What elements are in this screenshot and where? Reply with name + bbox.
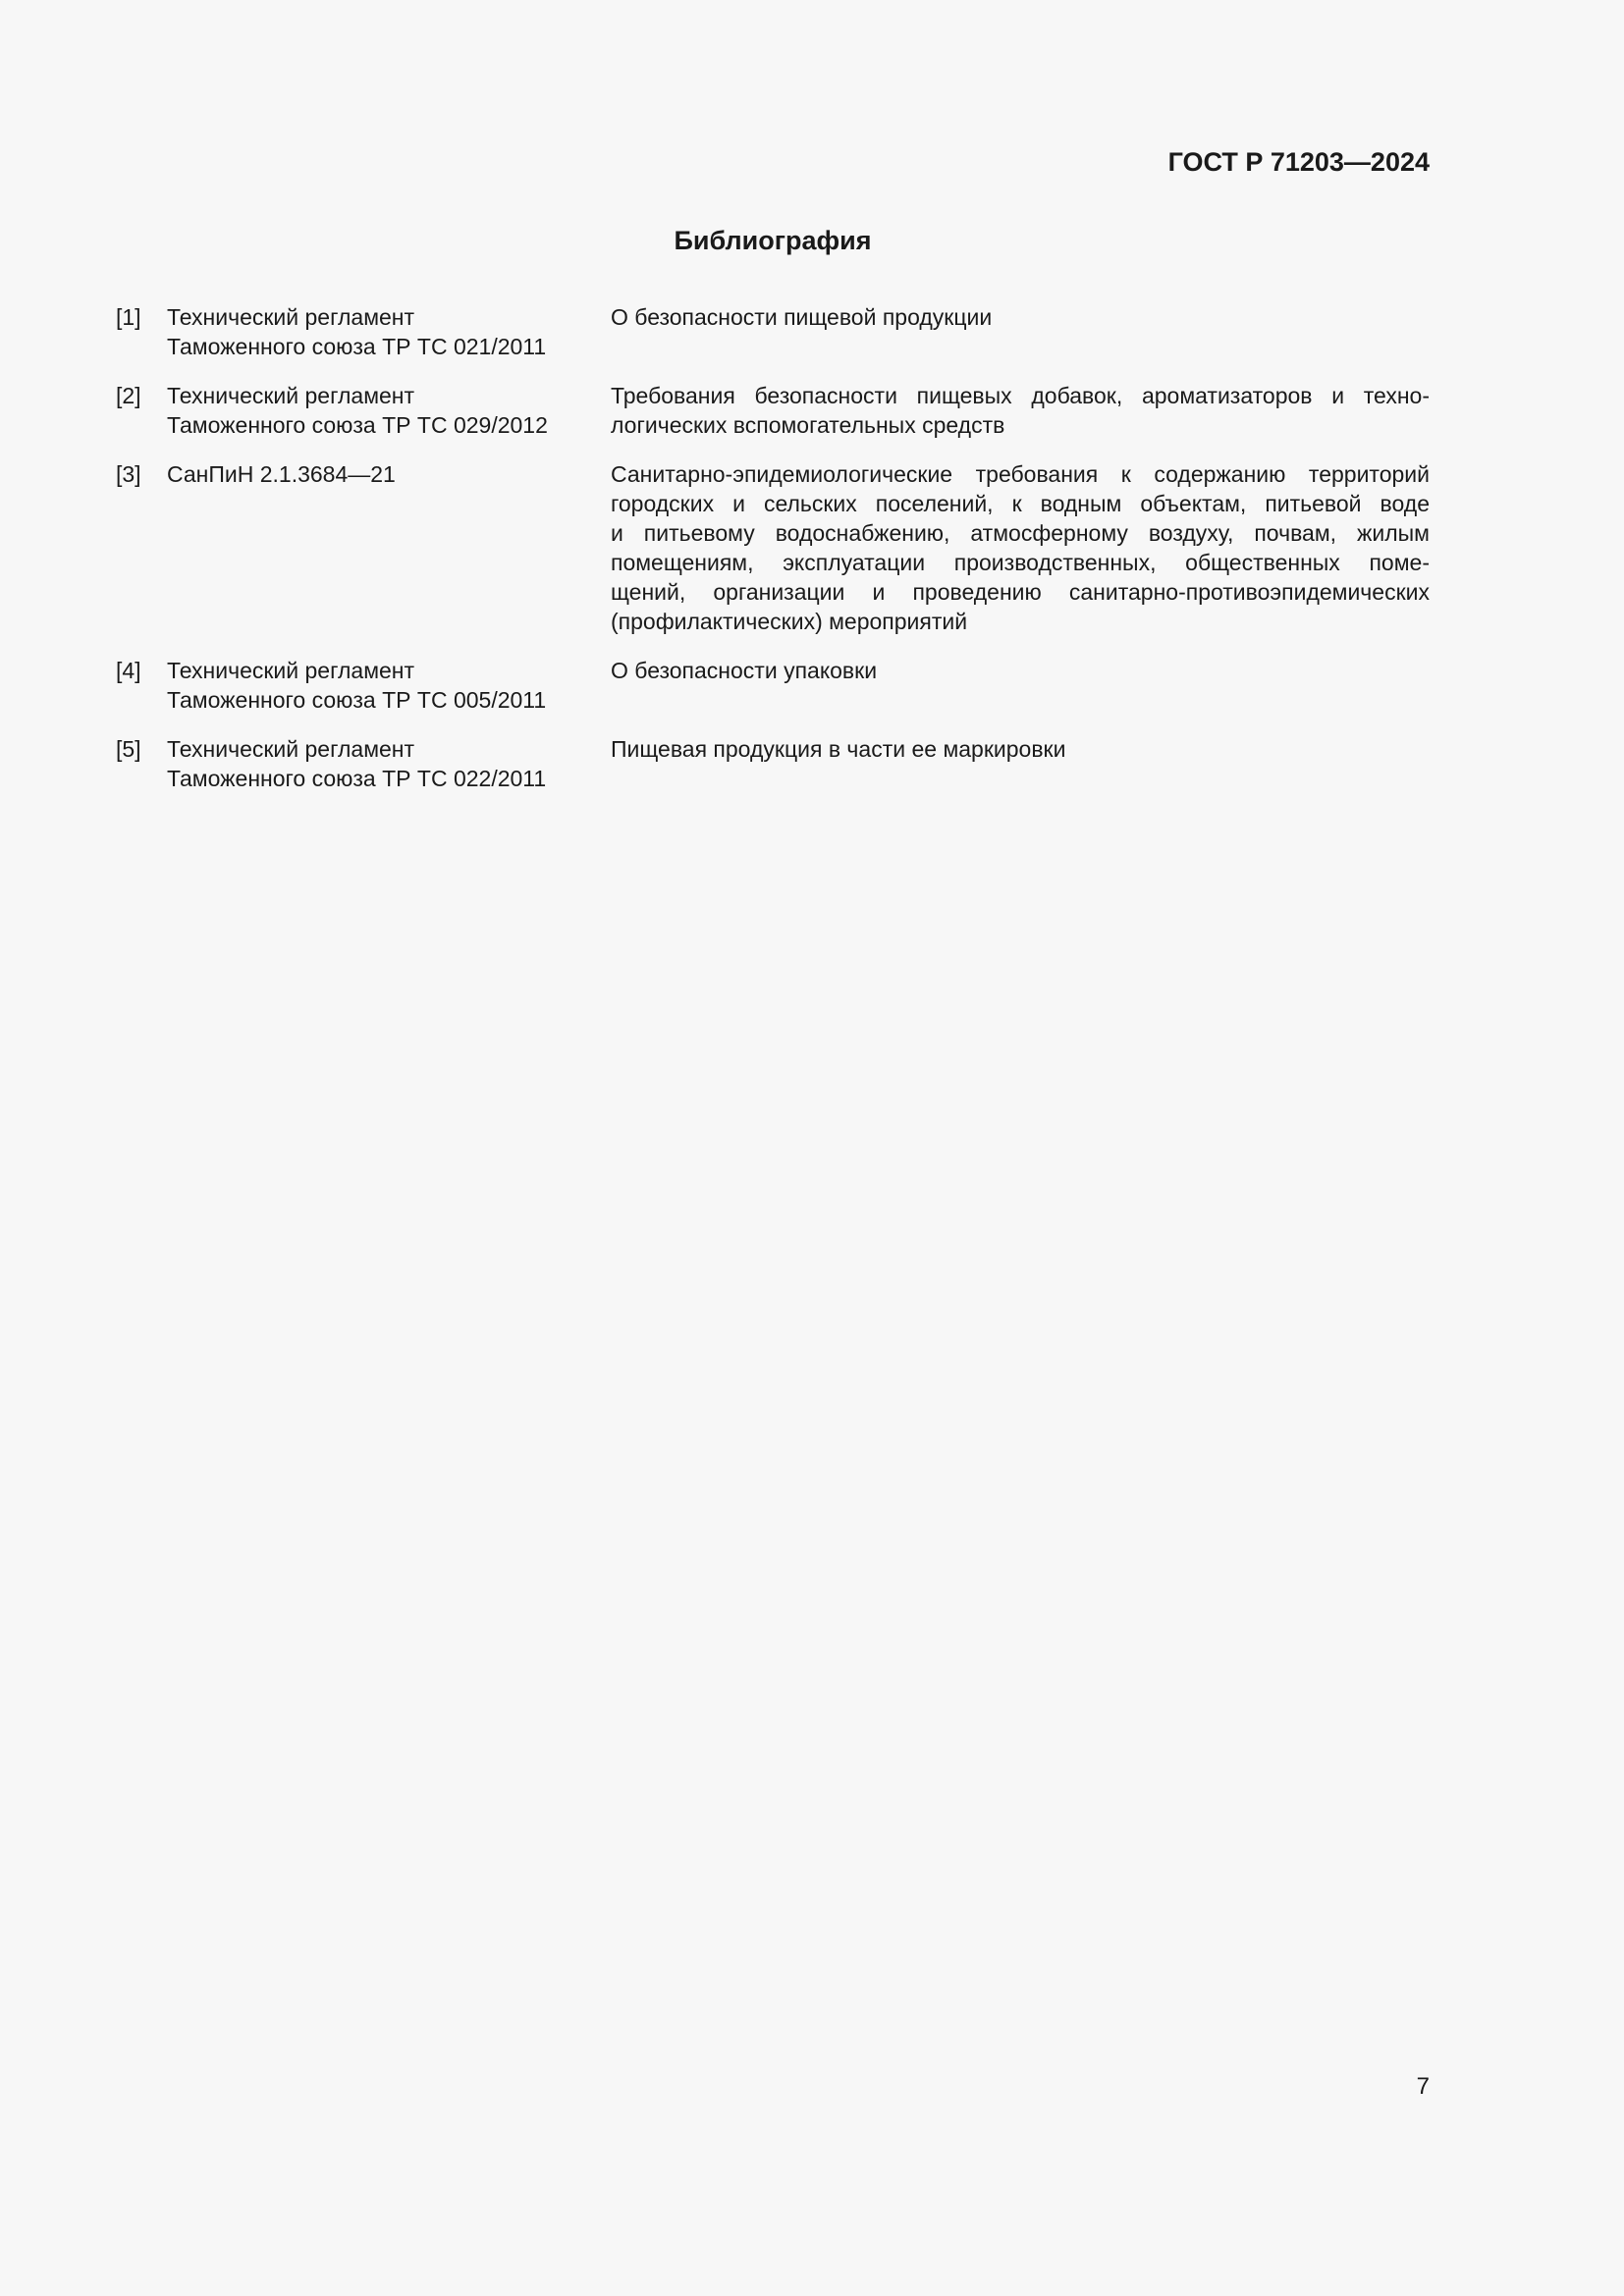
description-line: помещениям, эксплуатации производственных, общественных поме- [611,550,1430,575]
item-number: [3] [116,461,141,487]
item-description [611,459,1430,636]
description-line: Санитарно-эпидемиологические требования к содержанию территорий [611,461,1430,487]
description-line: щений, организации и проведению санитарно-противоэпидемических [611,579,1430,605]
source-line: Таможенного союза ТР ТС 005/2011 [167,687,547,713]
item-description [611,302,1430,332]
item-number: [1] [116,304,141,330]
page-title: Библиография [674,226,872,255]
item-description [611,656,1430,685]
source-line: СанПиН 2.1.3684—21 [167,461,396,487]
description-line: Требования безопасности пищевых добавок, ароматизаторов и техно- [611,383,1430,408]
item-number: [5] [116,736,141,762]
source-line: Таможенного союза ТР ТС 029/2012 [167,412,548,438]
description-line: О безопасности пищевой продукции [611,304,993,330]
source-line: Технический регламент [167,383,415,408]
description-line: (профилактических) мероприятий [611,609,968,634]
document-code: ГОСТ Р 71203—2024 [1167,147,1430,177]
description-line: городских и сельских поселений, к водным объектам, питьевой воде [611,491,1430,516]
item-source [167,734,609,793]
source-line: Технический регламент [167,658,415,683]
source-line: Технический регламент [167,304,415,330]
item-description [611,734,1430,764]
source-line: Таможенного союза ТР ТС 022/2011 [167,766,547,791]
item-source [167,302,609,361]
source-line: Технический регламент [167,736,415,762]
description-line: Пищевая продукция в части ее маркировки [611,736,1066,762]
item-number: [4] [116,658,141,683]
page-number: 7 [1416,2073,1430,2100]
item-source [167,459,609,489]
source-line: Таможенного союза ТР ТС 021/2011 [167,334,547,359]
item-description [611,381,1430,440]
item-source [167,656,609,715]
item-source [167,381,609,440]
description-line: О безопасности упаковки [611,658,878,683]
description-line: логических вспомогательных средств [611,412,1005,438]
item-number: [2] [116,383,141,408]
description-line: и питьевому водоснабжению, атмосферному воздуху, почвам, жилым [611,520,1430,546]
